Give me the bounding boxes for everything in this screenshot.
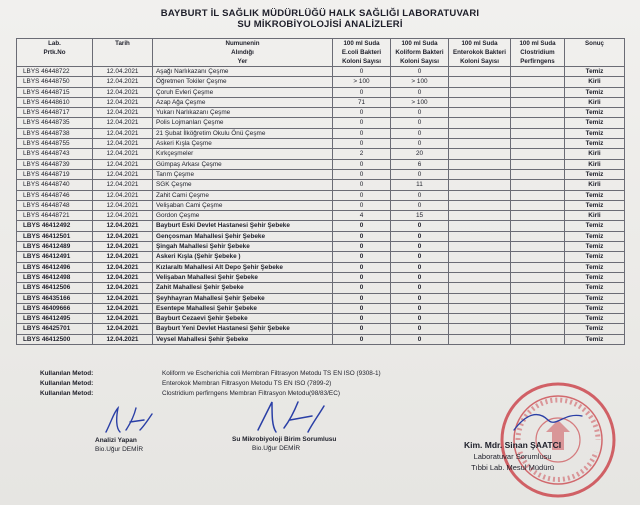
enterokok-count-cell xyxy=(449,231,511,241)
location-cell: Şeyhhayran Mahallesi Şehir Şebeke xyxy=(153,293,333,303)
ecoli-count-cell: 0 xyxy=(333,231,391,241)
date-cell: 12.04.2021 xyxy=(93,283,153,293)
result-cell: Temiz xyxy=(565,293,625,303)
location-cell: SGK Çeşme xyxy=(153,180,333,190)
date-cell: 12.04.2021 xyxy=(93,149,153,159)
koliform-count-cell: 0 xyxy=(391,118,449,128)
manager-signature: Kim. Mdr. Sinan ŞAATCI Laboratuvar Sorumlusu Tıbbi Lab. Mesul Müdürü xyxy=(464,440,562,472)
lab-number-cell: LBYS 46435166 xyxy=(17,293,93,303)
lab-number-cell: LBYS 46412495 xyxy=(17,314,93,324)
enterokok-count-cell xyxy=(449,108,511,118)
location-cell: Bayburt Yeni Devlet Hastanesi Şehir Şebeke xyxy=(153,324,333,334)
enterokok-count-cell xyxy=(449,139,511,149)
result-cell: Kirli xyxy=(565,211,625,221)
koliform-count-cell: 0 xyxy=(391,221,449,231)
location-cell: Kızlaraltı Mahallesi Alt Depo Şehir Şebeke xyxy=(153,262,333,272)
enterokok-count-cell xyxy=(449,128,511,138)
lab-number-cell: LBYS 46448740 xyxy=(17,180,93,190)
clostridium-cell xyxy=(511,190,565,200)
result-cell: Temiz xyxy=(565,231,625,241)
lab-number-cell: LBYS 46448738 xyxy=(17,128,93,138)
clostridium-cell xyxy=(511,149,565,159)
koliform-count-cell: 0 xyxy=(391,128,449,138)
clostridium-cell xyxy=(511,314,565,324)
koliform-count-cell: 0 xyxy=(391,242,449,252)
clostridium-cell xyxy=(511,324,565,334)
lab-number-cell: LBYS 46412489 xyxy=(17,242,93,252)
lab-number-cell: LBYS 46412500 xyxy=(17,334,93,344)
table-row xyxy=(17,221,625,231)
table-row xyxy=(17,180,625,190)
location-cell: Velişaban Cami Çeşme xyxy=(153,200,333,210)
enterokok-count-cell xyxy=(449,334,511,344)
lab-number-cell: LBYS 46448755 xyxy=(17,139,93,149)
table-row xyxy=(17,242,625,252)
koliform-count-cell: 15 xyxy=(391,211,449,221)
date-cell: 12.04.2021 xyxy=(93,108,153,118)
result-cell: Kirli xyxy=(565,77,625,87)
ecoli-count-cell: 71 xyxy=(333,97,391,107)
enterokok-count-cell xyxy=(449,262,511,272)
date-cell: 12.04.2021 xyxy=(93,77,153,87)
ecoli-count-cell: 0 xyxy=(333,293,391,303)
location-cell: Yukarı Narlıkazanı Çeşme xyxy=(153,108,333,118)
result-cell: Temiz xyxy=(565,303,625,313)
location-cell: Azap Ağa Çeşme xyxy=(153,97,333,107)
enterokok-count-cell xyxy=(449,67,511,77)
ecoli-count-cell: 4 xyxy=(333,211,391,221)
ecoli-count-cell: 0 xyxy=(333,272,391,282)
method-label: Kullanılan Metod: xyxy=(40,380,94,387)
header-ecoli: 100 ml Suda E.coli Bakteri Koloni Sayısı xyxy=(333,39,391,67)
ecoli-count-cell: 0 xyxy=(333,303,391,313)
date-cell: 12.04.2021 xyxy=(93,303,153,313)
method-row xyxy=(40,370,600,380)
results-table xyxy=(16,38,625,345)
clostridium-cell xyxy=(511,272,565,282)
result-cell: Temiz xyxy=(565,324,625,334)
method-value: Clostridium perfirngens Membran Filtrasyon Metodu(98/83/EC) xyxy=(162,390,340,397)
ecoli-count-cell: 0 xyxy=(333,242,391,252)
koliform-count-cell: 0 xyxy=(391,314,449,324)
method-value: Enterokok Membran Filtrasyon Metodu TS EN ISO (7899-2) xyxy=(162,380,332,387)
location-cell: Zahit Cami Çeşme xyxy=(153,190,333,200)
clostridium-cell xyxy=(511,180,565,190)
clostridium-cell xyxy=(511,221,565,231)
enterokok-count-cell xyxy=(449,180,511,190)
header-clostridium: 100 ml Suda Clostridium Perfirngens xyxy=(511,39,565,67)
location-cell: Velişaban Mahallesi Şehir Şebeke xyxy=(153,272,333,282)
table-row xyxy=(17,159,625,169)
ecoli-count-cell: 0 xyxy=(333,252,391,262)
enterokok-count-cell xyxy=(449,149,511,159)
clostridium-cell xyxy=(511,77,565,87)
result-cell: Temiz xyxy=(565,67,625,77)
table-row xyxy=(17,77,625,87)
enterokok-count-cell xyxy=(449,211,511,221)
result-cell: Temiz xyxy=(565,242,625,252)
method-value: Koliform ve Escherichia coli Membran Filtrasyon Metodu TS EN ISO (9308-1) xyxy=(162,370,381,377)
lab-number-cell: LBYS 46412498 xyxy=(17,272,93,282)
koliform-count-cell: 0 xyxy=(391,108,449,118)
manager-signature-scribble xyxy=(508,404,588,440)
ecoli-count-cell: 0 xyxy=(333,159,391,169)
enterokok-count-cell xyxy=(449,200,511,210)
responsible-signature-scribble xyxy=(250,398,330,438)
enterokok-count-cell xyxy=(449,314,511,324)
clostridium-cell xyxy=(511,283,565,293)
clostridium-cell xyxy=(511,97,565,107)
lab-number-cell: LBYS 46448719 xyxy=(17,169,93,179)
header-koliform: 100 ml Suda Koliform Bakteri Koloni Sayısı xyxy=(391,39,449,67)
ecoli-count-cell: 0 xyxy=(333,334,391,344)
ecoli-count-cell: 0 xyxy=(333,262,391,272)
analyst-signature-scribble xyxy=(100,402,160,438)
date-cell: 12.04.2021 xyxy=(93,231,153,241)
koliform-count-cell: 0 xyxy=(391,67,449,77)
lab-number-cell: LBYS 46448743 xyxy=(17,149,93,159)
koliform-count-cell: 20 xyxy=(391,149,449,159)
table-row xyxy=(17,139,625,149)
koliform-count-cell: > 100 xyxy=(391,77,449,87)
lab-number-cell: LBYS 46448750 xyxy=(17,77,93,87)
table-row xyxy=(17,283,625,293)
date-cell: 12.04.2021 xyxy=(93,67,153,77)
enterokok-count-cell xyxy=(449,190,511,200)
header-location: Numunenin Alındığı Yer xyxy=(153,39,333,67)
result-cell: Kirli xyxy=(565,159,625,169)
location-cell: Zahit Mahallesi Şehir Şebeke xyxy=(153,283,333,293)
table-row xyxy=(17,262,625,272)
table-row xyxy=(17,314,625,324)
date-cell: 12.04.2021 xyxy=(93,252,153,262)
koliform-count-cell: 0 xyxy=(391,139,449,149)
lab-number-cell: LBYS 46412491 xyxy=(17,252,93,262)
table-row xyxy=(17,231,625,241)
result-cell: Temiz xyxy=(565,334,625,344)
result-cell: Temiz xyxy=(565,87,625,97)
ecoli-count-cell: 2 xyxy=(333,149,391,159)
ecoli-count-cell: 0 xyxy=(333,118,391,128)
ecoli-count-cell: 0 xyxy=(333,128,391,138)
enterokok-count-cell xyxy=(449,242,511,252)
clostridium-cell xyxy=(511,87,565,97)
enterokok-count-cell xyxy=(449,77,511,87)
enterokok-count-cell xyxy=(449,324,511,334)
ecoli-count-cell: 0 xyxy=(333,108,391,118)
table-row xyxy=(17,108,625,118)
date-cell: 12.04.2021 xyxy=(93,169,153,179)
date-cell: 12.04.2021 xyxy=(93,211,153,221)
koliform-count-cell: 0 xyxy=(391,283,449,293)
clostridium-cell xyxy=(511,200,565,210)
result-cell: Temiz xyxy=(565,118,625,128)
clostridium-cell xyxy=(511,293,565,303)
table-row xyxy=(17,324,625,334)
koliform-count-cell: > 100 xyxy=(391,97,449,107)
enterokok-count-cell xyxy=(449,272,511,282)
location-cell: Aşağı Narlıkazanı Çeşme xyxy=(153,67,333,77)
enterokok-count-cell xyxy=(449,159,511,169)
date-cell: 12.04.2021 xyxy=(93,139,153,149)
location-cell: Polis Lojmanları Çeşme xyxy=(153,118,333,128)
lab-number-cell: LBYS 46425701 xyxy=(17,324,93,334)
location-cell: Gençosman Mahallesi Şehir Şebeke xyxy=(153,231,333,241)
koliform-count-cell: 0 xyxy=(391,231,449,241)
enterokok-count-cell xyxy=(449,283,511,293)
ecoli-count-cell: 0 xyxy=(333,169,391,179)
enterokok-count-cell xyxy=(449,87,511,97)
result-cell: Temiz xyxy=(565,169,625,179)
location-cell: Veysel Mahallesi Şehir Şebeke xyxy=(153,334,333,344)
lab-number-cell: LBYS 46412501 xyxy=(17,231,93,241)
lab-number-cell: LBYS 46448721 xyxy=(17,211,93,221)
lab-number-cell: LBYS 46448715 xyxy=(17,87,93,97)
ecoli-count-cell: 0 xyxy=(333,180,391,190)
location-cell: Gordon Çeşme xyxy=(153,211,333,221)
table-row xyxy=(17,334,625,344)
header-date: Tarih xyxy=(93,39,153,67)
koliform-count-cell: 0 xyxy=(391,169,449,179)
date-cell: 12.04.2021 xyxy=(93,262,153,272)
ecoli-count-cell: > 100 xyxy=(333,77,391,87)
header-lab: Lab. Prtk.No xyxy=(17,39,93,67)
koliform-count-cell: 0 xyxy=(391,303,449,313)
lab-number-cell: LBYS 46448610 xyxy=(17,97,93,107)
enterokok-count-cell xyxy=(449,293,511,303)
clostridium-cell xyxy=(511,159,565,169)
result-cell: Temiz xyxy=(565,272,625,282)
date-cell: 12.04.2021 xyxy=(93,97,153,107)
koliform-count-cell: 0 xyxy=(391,293,449,303)
clostridium-cell xyxy=(511,303,565,313)
responsible-signature: Su Mikrobiyoloji Birim Sorumlusu Bio.Uğur DEMİR xyxy=(232,436,337,452)
koliform-count-cell: 0 xyxy=(391,87,449,97)
location-cell: Öğretmen Tokiler Çeşme xyxy=(153,77,333,87)
result-cell: Kirli xyxy=(565,180,625,190)
result-cell: Temiz xyxy=(565,262,625,272)
koliform-count-cell: 0 xyxy=(391,200,449,210)
enterokok-count-cell xyxy=(449,97,511,107)
date-cell: 12.04.2021 xyxy=(93,221,153,231)
result-cell: Temiz xyxy=(565,190,625,200)
lab-number-cell: LBYS 46448722 xyxy=(17,67,93,77)
table-row xyxy=(17,303,625,313)
location-cell: Şingah Mahallesi Şehir Şebeke xyxy=(153,242,333,252)
clostridium-cell xyxy=(511,231,565,241)
location-cell: Askeri Kışla Çeşme xyxy=(153,139,333,149)
location-cell: Bayburt Eski Devlet Hastanesi Şehir Şebeke xyxy=(153,221,333,231)
date-cell: 12.04.2021 xyxy=(93,334,153,344)
clostridium-cell xyxy=(511,169,565,179)
lab-number-cell: LBYS 46412506 xyxy=(17,283,93,293)
table-row xyxy=(17,97,625,107)
location-cell: Çoruh Evleri Çeşme xyxy=(153,87,333,97)
result-cell: Temiz xyxy=(565,128,625,138)
date-cell: 12.04.2021 xyxy=(93,324,153,334)
date-cell: 12.04.2021 xyxy=(93,118,153,128)
result-cell: Temiz xyxy=(565,283,625,293)
clostridium-cell xyxy=(511,262,565,272)
koliform-count-cell: 0 xyxy=(391,324,449,334)
enterokok-count-cell xyxy=(449,221,511,231)
table-row xyxy=(17,272,625,282)
koliform-count-cell: 6 xyxy=(391,159,449,169)
clostridium-cell xyxy=(511,252,565,262)
clostridium-cell xyxy=(511,334,565,344)
result-cell: Temiz xyxy=(565,252,625,262)
clostridium-cell xyxy=(511,67,565,77)
ecoli-count-cell: 0 xyxy=(333,139,391,149)
header-enterokok: 100 ml Suda Enterokok Bakteri Koloni Sayısı xyxy=(449,39,511,67)
enterokok-count-cell xyxy=(449,118,511,128)
table-row xyxy=(17,190,625,200)
method-label: Kullanılan Metod: xyxy=(40,370,94,377)
table-row xyxy=(17,67,625,77)
date-cell: 12.04.2021 xyxy=(93,180,153,190)
table-row xyxy=(17,149,625,159)
table-row xyxy=(17,293,625,303)
result-cell: Kirli xyxy=(565,97,625,107)
koliform-count-cell: 11 xyxy=(391,180,449,190)
lab-number-cell: LBYS 46448748 xyxy=(17,200,93,210)
results-table-body xyxy=(17,67,625,345)
date-cell: 12.04.2021 xyxy=(93,128,153,138)
table-row xyxy=(17,169,625,179)
ecoli-count-cell: 0 xyxy=(333,87,391,97)
table-row xyxy=(17,87,625,97)
location-cell: Askeri Kışla (Şehir Şebeke ) xyxy=(153,252,333,262)
date-cell: 12.04.2021 xyxy=(93,272,153,282)
ecoli-count-cell: 0 xyxy=(333,283,391,293)
enterokok-count-cell xyxy=(449,303,511,313)
koliform-count-cell: 0 xyxy=(391,190,449,200)
koliform-count-cell: 0 xyxy=(391,334,449,344)
result-cell: Temiz xyxy=(565,139,625,149)
result-cell: Temiz xyxy=(565,200,625,210)
result-cell: Temiz xyxy=(565,314,625,324)
table-row xyxy=(17,118,625,128)
ecoli-count-cell: 0 xyxy=(333,200,391,210)
enterokok-count-cell xyxy=(449,169,511,179)
analyst-signature: Analizi Yapan Bio.Uğur DEMİR xyxy=(95,437,144,453)
lab-number-cell: LBYS 46448746 xyxy=(17,190,93,200)
header-result: Sonuç xyxy=(565,39,625,67)
table-row xyxy=(17,128,625,138)
koliform-count-cell: 0 xyxy=(391,252,449,262)
ecoli-count-cell: 0 xyxy=(333,221,391,231)
location-cell: Esentepe Mahallesi Şehir Şebeke xyxy=(153,303,333,313)
date-cell: 12.04.2021 xyxy=(93,200,153,210)
lab-number-cell: LBYS 46409666 xyxy=(17,303,93,313)
clostridium-cell xyxy=(511,118,565,128)
date-cell: 12.04.2021 xyxy=(93,159,153,169)
koliform-count-cell: 0 xyxy=(391,262,449,272)
location-cell: Gümpaş Arkası Çeşme xyxy=(153,159,333,169)
date-cell: 12.04.2021 xyxy=(93,87,153,97)
location-cell: Tarım Çeşme xyxy=(153,169,333,179)
location-cell: Bayburt Cezaevi Şehir Şebeke xyxy=(153,314,333,324)
clostridium-cell xyxy=(511,211,565,221)
lab-number-cell: LBYS 46412492 xyxy=(17,221,93,231)
date-cell: 12.04.2021 xyxy=(93,190,153,200)
result-cell: Kirli xyxy=(565,149,625,159)
koliform-count-cell: 0 xyxy=(391,272,449,282)
clostridium-cell xyxy=(511,139,565,149)
lab-number-cell: LBYS 46448717 xyxy=(17,108,93,118)
result-cell: Temiz xyxy=(565,221,625,231)
location-cell: Kırkçeşmeler xyxy=(153,149,333,159)
date-cell: 12.04.2021 xyxy=(93,293,153,303)
clostridium-cell xyxy=(511,242,565,252)
header-title: BAYBURT İL SAĞLIK MÜDÜRLÜĞÜ HALK SAĞLIĞI LABORATUVARI xyxy=(160,8,480,19)
ecoli-count-cell: 0 xyxy=(333,190,391,200)
date-cell: 12.04.2021 xyxy=(93,314,153,324)
ecoli-count-cell: 0 xyxy=(333,314,391,324)
table-row xyxy=(17,200,625,210)
table-row xyxy=(17,211,625,221)
table-row xyxy=(17,252,625,262)
table-header-row xyxy=(17,39,625,67)
method-label: Kullanılan Metod: xyxy=(40,390,94,397)
lab-number-cell: LBYS 46448735 xyxy=(17,118,93,128)
ecoli-count-cell: 0 xyxy=(333,324,391,334)
clostridium-cell xyxy=(511,108,565,118)
header-subtitle: SU MİKROBİYOLOJİSİ ANALİZLERİ xyxy=(237,19,403,30)
enterokok-count-cell xyxy=(449,252,511,262)
location-cell: 21 Şubat İlköğretim Okulu Önü Çeşme xyxy=(153,128,333,138)
lab-number-cell: LBYS 46448739 xyxy=(17,159,93,169)
result-cell: Temiz xyxy=(565,108,625,118)
ecoli-count-cell: 0 xyxy=(333,67,391,77)
lab-number-cell: LBYS 46412496 xyxy=(17,262,93,272)
date-cell: 12.04.2021 xyxy=(93,242,153,252)
clostridium-cell xyxy=(511,128,565,138)
